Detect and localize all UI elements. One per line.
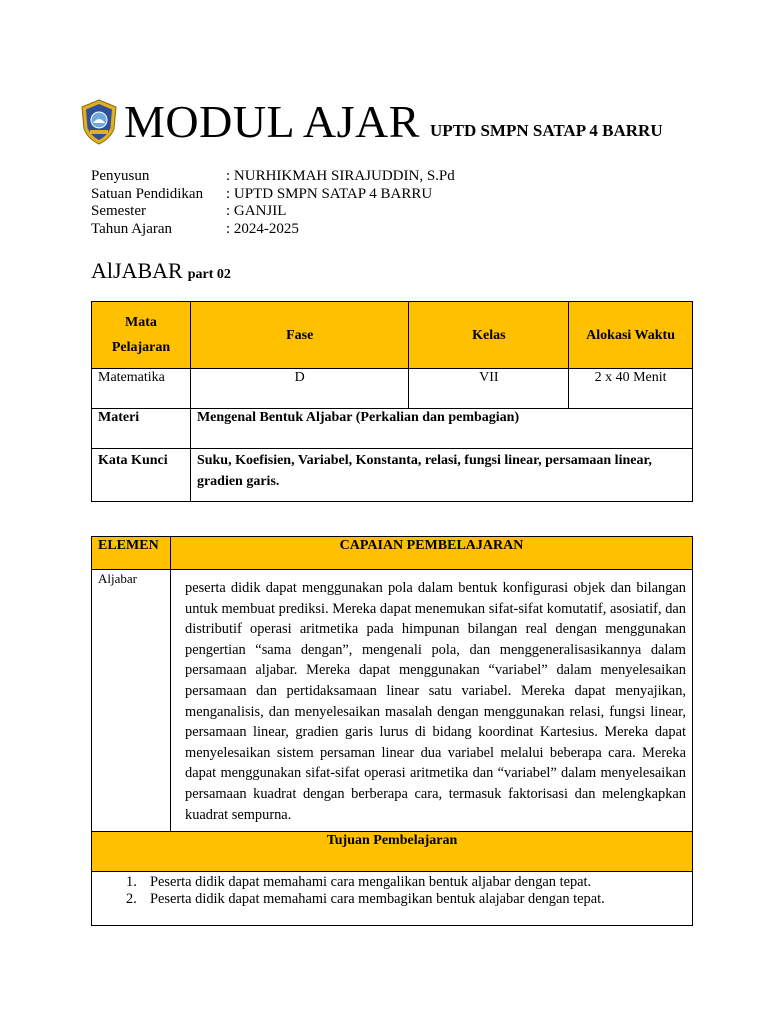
meta-value: : NURHIKMAH SIRAJUDDIN, S.Pd <box>226 168 455 184</box>
meta-value: : UPTD SMPN SATAP 4 BARRU <box>226 185 433 202</box>
list-item-number: 1. <box>126 874 137 891</box>
materi-value: Mengenal Bentuk Aljabar (Perkalian dan pembagian) <box>190 409 692 449</box>
list-item <box>126 891 686 908</box>
header-elemen: ELEMEN <box>92 537 171 570</box>
header-fase: Fase <box>190 302 409 369</box>
list-item <box>126 874 686 891</box>
tujuan-header-row <box>92 832 693 872</box>
document-title: MODUL AJAR <box>124 96 420 147</box>
header-kelas: Kelas <box>409 302 569 369</box>
kata-kunci-label: Kata Kunci <box>92 449 191 502</box>
lesson-info-table <box>91 301 693 502</box>
tujuan-list <box>98 874 686 908</box>
value-alokasi-waktu: 2 x 40 Menit <box>569 369 693 409</box>
tujuan-content-row <box>92 872 693 926</box>
meta-row-tahun <box>91 221 455 239</box>
header-mata-pelajaran-line1: Mata <box>125 315 157 330</box>
value-fase: D <box>190 369 409 409</box>
meta-value: : GANJIL <box>226 203 287 219</box>
document-header <box>80 96 663 148</box>
value-kelas: VII <box>409 369 569 409</box>
header-capaian: CAPAIAN PEMBELAJARAN <box>171 537 693 570</box>
meta-row-semester <box>91 203 455 221</box>
meta-row-satuan <box>91 186 455 204</box>
tujuan-cell <box>92 872 693 926</box>
tujuan-header: Tujuan Pembelajaran <box>92 832 693 872</box>
meta-value: : 2024-2025 <box>226 220 299 237</box>
header-alokasi-waktu: Alokasi Waktu <box>569 302 693 369</box>
capaian-cell <box>171 570 693 832</box>
cp-header-row <box>92 537 693 570</box>
document-meta <box>91 168 455 238</box>
capaian-table <box>91 536 693 926</box>
list-item-text: Peserta didik dapat memahami cara mengalikan bentuk aljabar dengan tepat. <box>150 874 592 891</box>
list-item-text: Peserta didik dapat memahami cara membagikan bentuk alajabar dengan tepat. <box>150 891 605 908</box>
header-mata-pelajaran-line2: Pelajaran <box>111 340 171 355</box>
value-mata-pelajaran: Matematika <box>92 369 191 409</box>
section-title <box>91 258 231 284</box>
section-part: part 02 <box>187 267 231 282</box>
kata-kunci-row <box>92 449 693 502</box>
info-value-row <box>92 369 693 409</box>
meta-row-penyusun <box>91 168 455 186</box>
meta-label: Penyusun <box>91 168 150 184</box>
info-header-row <box>92 302 693 369</box>
section-heading: AlJABAR <box>91 258 183 283</box>
capaian-text: peserta didik dapat menggunakan pola dalam bentuk konfigurasi objek dan bilangan untuk membuat prediksi. Mereka dapat menemukan sifat-sifat komutatif, asosiatif, dan distributif operasi aritmetika pada himpunan bilangan real dengan menggunakan pengertian “sama dengan”, mengenali pola, dan menggeneralisasikannya dalam persamaan aljabar. Mereka dapat menggunakan “variabel” dalam menyelesaikan persamaan dan pertidaksamaan linear satu variabel. Mereka dapat menyajikan, menganalisis, dan menyelesaikan masalah dengan menggunakan relasi, fungsi linear, persamaan linear, gradien garis lurus di bidang koordinat Kartesius. Mereka dapat menyelesaikan sistem persaman linear dua variabel melalui beberapa cara. Mereka dapat menggunakan sifat-sifat operasi aritmetika dan “variabel” dalam menyelesaikan persamaan kuadrat dengan berberapa cara, termasuk faktorisasi dan melengkapkan kuadrat sempurna. <box>185 580 686 823</box>
list-item-number: 2. <box>126 891 137 908</box>
materi-row <box>92 409 693 449</box>
school-name: UPTD SMPN SATAP 4 BARRU <box>429 121 663 140</box>
materi-label: Materi <box>92 409 191 449</box>
cp-content-row <box>92 570 693 832</box>
header-mata-pelajaran <box>92 302 191 369</box>
meta-label: Tahun Ajaran <box>91 220 173 237</box>
meta-label: Satuan Pendidikan <box>91 185 204 202</box>
meta-label: Semester <box>91 203 146 219</box>
school-crest-logo <box>80 99 118 145</box>
elemen-value: Aljabar <box>92 570 171 832</box>
kata-kunci-value: Suku, Koefisien, Variabel, Konstanta, relasi, fungsi linear, persamaan linear, gradien garis. <box>190 449 692 502</box>
